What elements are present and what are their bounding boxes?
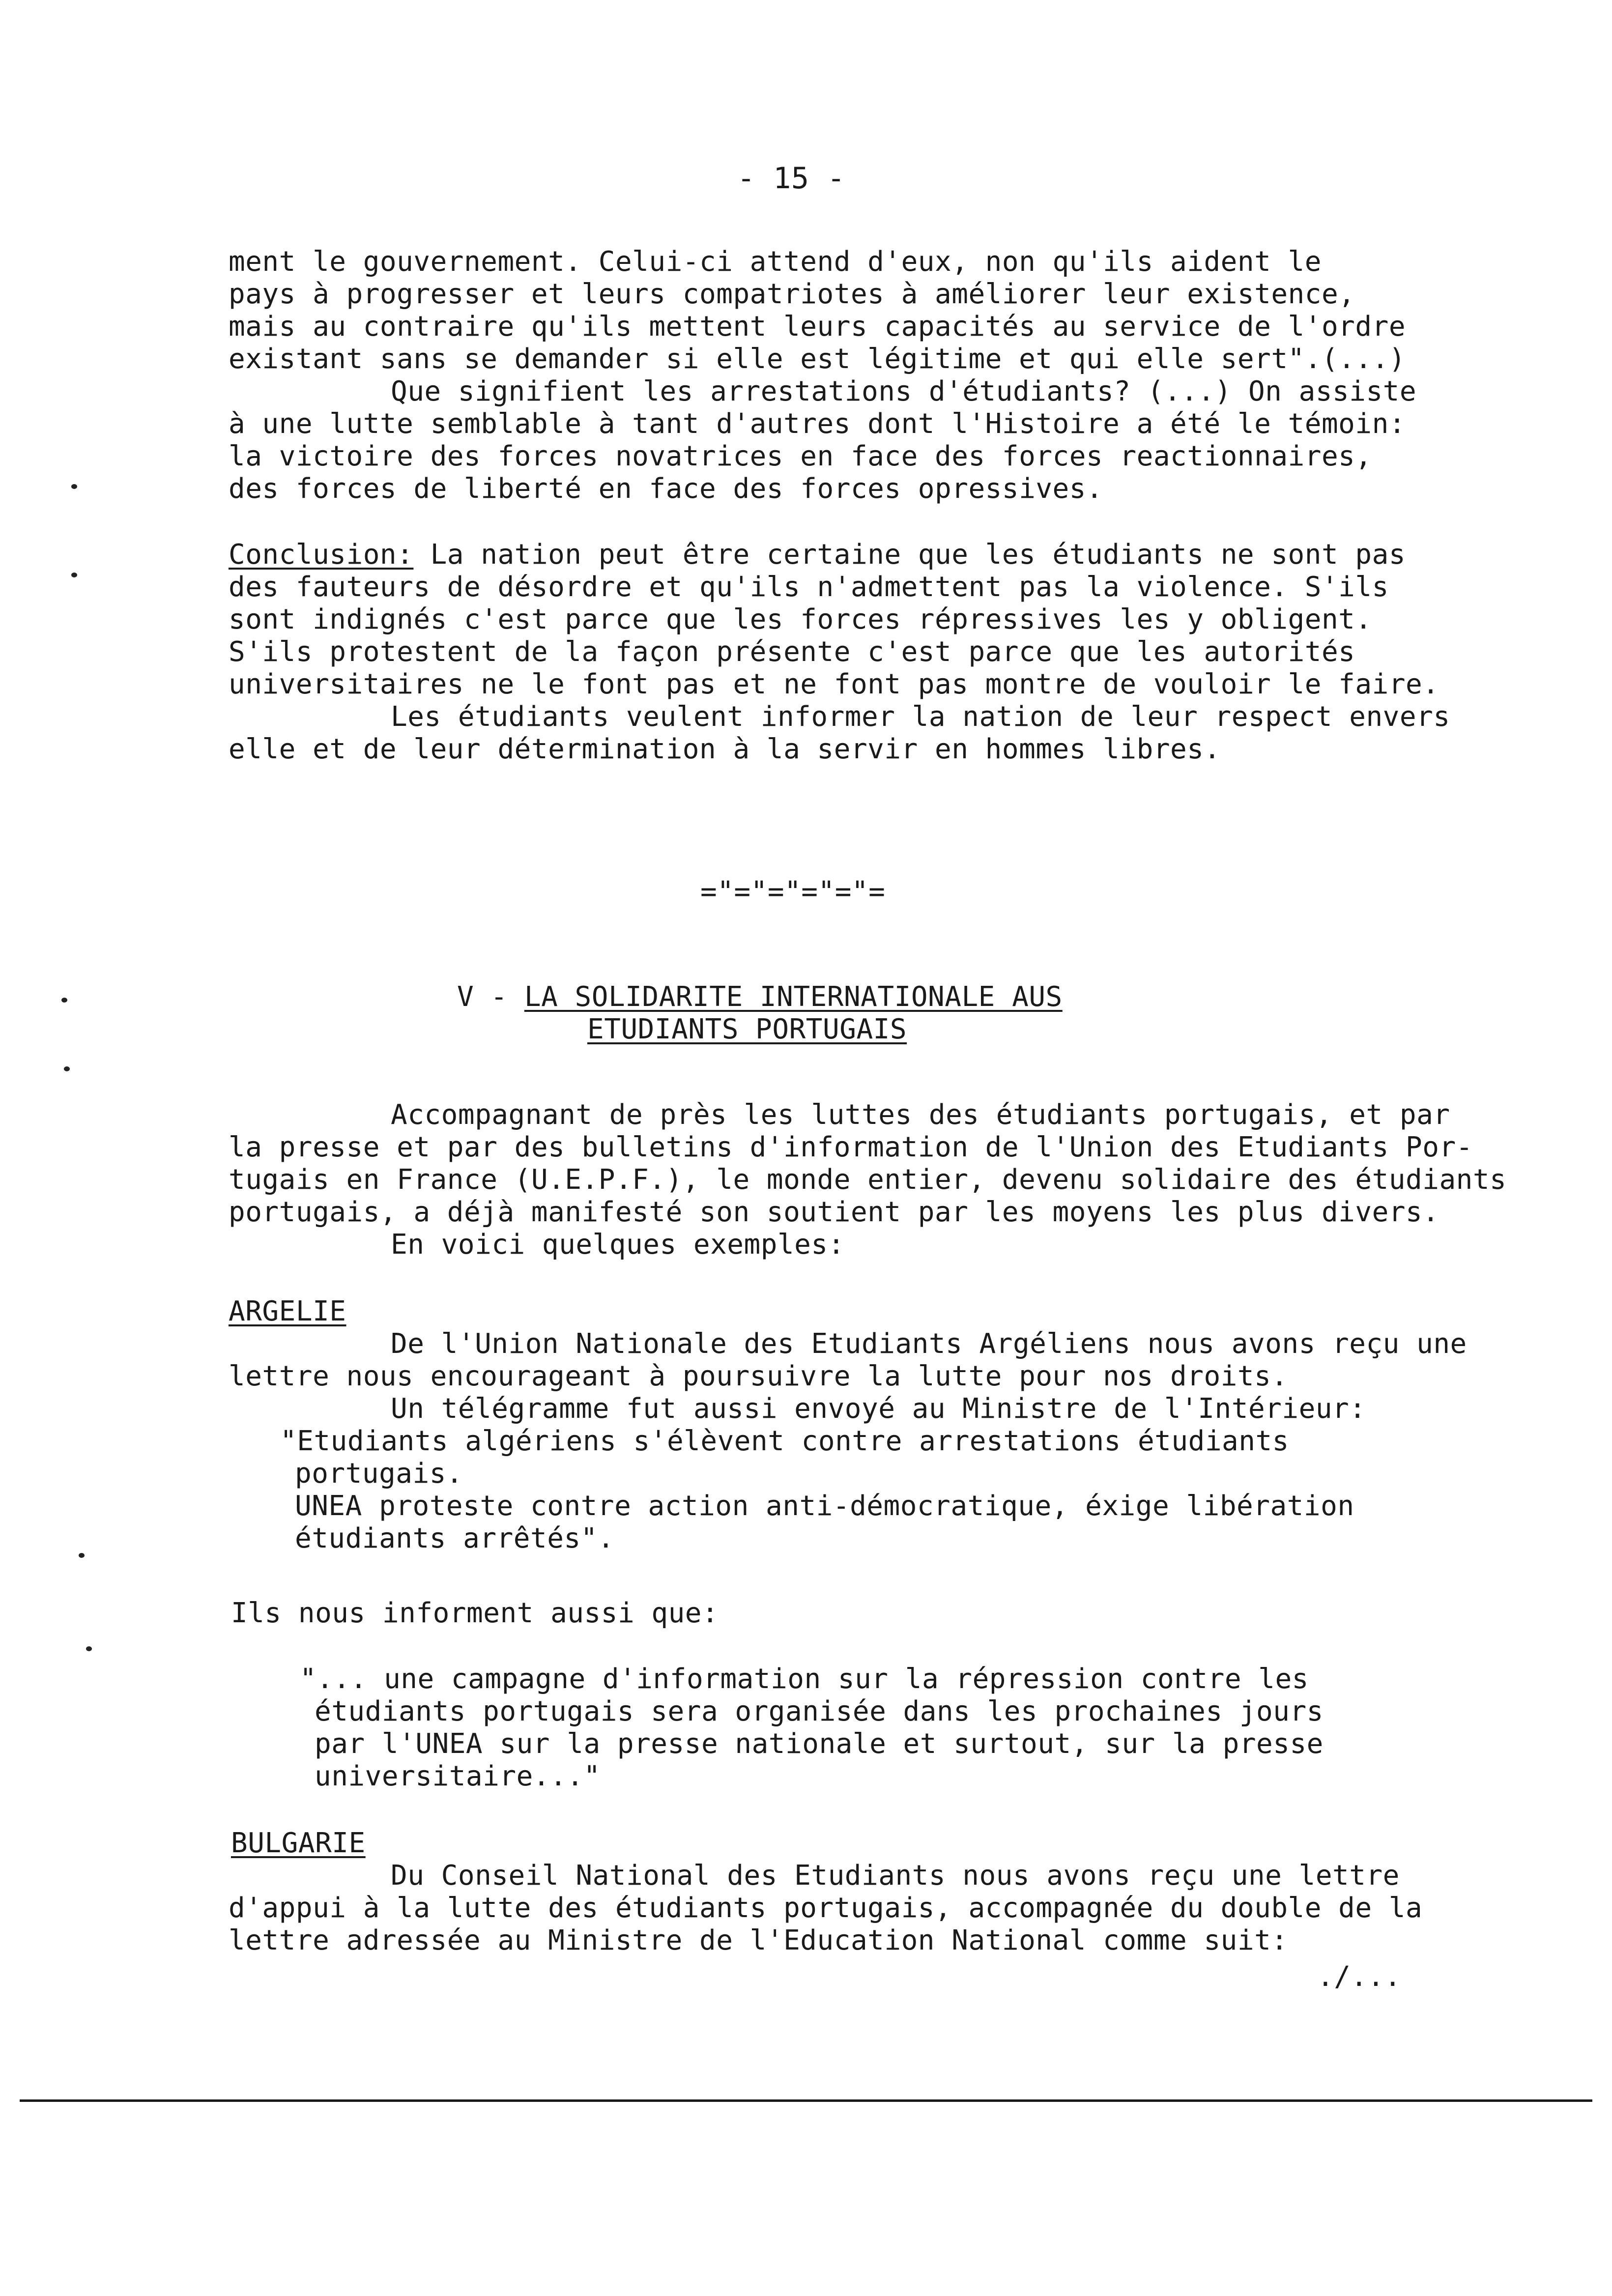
paragraph-2-line-4: des forces de liberté en face des forces opressives.	[229, 473, 1103, 505]
heading-argelie: ARGELIE	[229, 1295, 346, 1327]
paragraph-2-line-1: Que signifient les arrestations d'étudiants? (...) On assiste	[391, 375, 1417, 407]
paragraph-4-line-2: elle et de leur détermination à la servir en hommes libres.	[229, 733, 1221, 765]
section-separator: ="="="="="=	[700, 876, 886, 908]
section-title-first: LA SOLIDARITE INTERNATIONALE AUS	[524, 981, 1063, 1013]
conclusion-label: Conclusion:	[229, 539, 414, 571]
telegram-line-1: "Etudiants algériens s'élèvent contre arrestations étudiants	[280, 1425, 1289, 1457]
bulgaria-line-2: d'appui à la lutte des étudiants portugais, accompagnée du double de la	[229, 1892, 1423, 1924]
telegram-line-4: étudiants arrêtés".	[295, 1522, 615, 1554]
algeria-line-1: De l'Union Nationale des Etudiants Argéliens nous avons reçu une	[391, 1328, 1467, 1360]
continuation-mark: ./...	[1317, 1961, 1402, 1993]
paragraph-1-line-4: existant sans se demander si elle est légitime et qui elle sert".(...)	[229, 343, 1406, 375]
margin-speck	[71, 573, 77, 577]
heading-bulgarie: BULGARIE	[231, 1827, 366, 1859]
margin-speck	[86, 1646, 92, 1651]
bottom-rule	[20, 2099, 1592, 2102]
conclusion-line-1	[229, 539, 1406, 571]
paragraph-1-line-3: mais au contraire qu'ils mettent leurs capacités au service de l'ordre	[229, 311, 1406, 343]
paragraph-4-line-1: Les étudiants veulent informer la nation de leur respect envers	[391, 701, 1450, 733]
margin-speck	[61, 998, 67, 1003]
intro-line-2: la presse et par des bulletins d'information de l'Union des Etudiants Por-	[229, 1131, 1473, 1163]
quote-line-2: étudiants portugais sera organisée dans les prochaines jours	[315, 1695, 1324, 1727]
paragraph-2-line-2: à une lutte semblable à tant d'autres dont l'Histoire a été le témoin:	[229, 408, 1406, 440]
quote-line-4: universitaire..."	[315, 1760, 601, 1792]
quote-line-1: "... une campagne d'information sur la répression contre les	[300, 1663, 1309, 1695]
telegram-line-3: UNEA proteste contre action anti-démocratique, éxige libération	[295, 1490, 1354, 1522]
conclusion-line-5: universitaires ne le font pas et ne font pas montre de vouloir le faire.	[229, 668, 1439, 700]
intro-line-5: En voici quelques exemples:	[391, 1229, 845, 1261]
conclusion-line-2: des fauteurs de désordre et qu'ils n'admettent pas la violence. S'ils	[229, 571, 1389, 603]
bulgaria-line-1: Du Conseil National des Etudiants nous avons reçu une lettre	[391, 1860, 1400, 1892]
section-title-line-2: ETUDIANTS PORTUGAIS	[587, 1013, 907, 1045]
telegram-line-2: portugais.	[295, 1458, 463, 1490]
intro-line-3: tugais en France (U.E.P.F.), le monde entier, devenu solidaire des étudiants	[229, 1164, 1507, 1196]
page-number: - 15 -	[737, 161, 845, 196]
section-number: V -	[457, 981, 508, 1013]
quote-line-3: par l'UNEA sur la presse nationale et surtout, sur la presse	[315, 1728, 1324, 1760]
inform-line: Ils nous informent aussi que:	[231, 1597, 719, 1629]
intro-line-1: Accompagnant de près les luttes des étudiants portugais, et par	[391, 1099, 1450, 1131]
conclusion-line-4: S'ils protestent de la façon présente c'est parce que les autorités	[229, 636, 1355, 668]
section-title-line-1	[457, 981, 1063, 1013]
intro-line-4: portugais, a déjà manifesté son soutient par les moyens les plus divers.	[229, 1196, 1439, 1228]
paragraph-1-line-2: pays à progresser et leurs compatriotes à améliorer leur existence,	[229, 278, 1355, 310]
algeria-line-2: lettre nous encourageant à poursuivre la lutte pour nos droits.	[229, 1360, 1288, 1392]
bulgaria-line-3: lettre adressée au Ministre de l'Education National comme suit:	[229, 1924, 1288, 1956]
margin-speck	[71, 484, 77, 489]
paragraph-2-line-3: la victoire des forces novatrices en face des forces reactionnaires,	[229, 440, 1372, 472]
algeria-line-3: Un télégramme fut aussi envoyé au Ministre de l'Intérieur:	[391, 1393, 1366, 1425]
margin-speck	[79, 1553, 85, 1558]
margin-speck	[64, 1066, 70, 1071]
paragraph-1-line-1: ment le gouvernement. Celui-ci attend d'eux, non qu'ils aident le	[229, 246, 1322, 278]
conclusion-text: La nation peut être certaine que les étudiants ne sont pas	[413, 539, 1406, 571]
conclusion-line-3: sont indignés c'est parce que les forces répressives les y obligent.	[229, 603, 1372, 635]
